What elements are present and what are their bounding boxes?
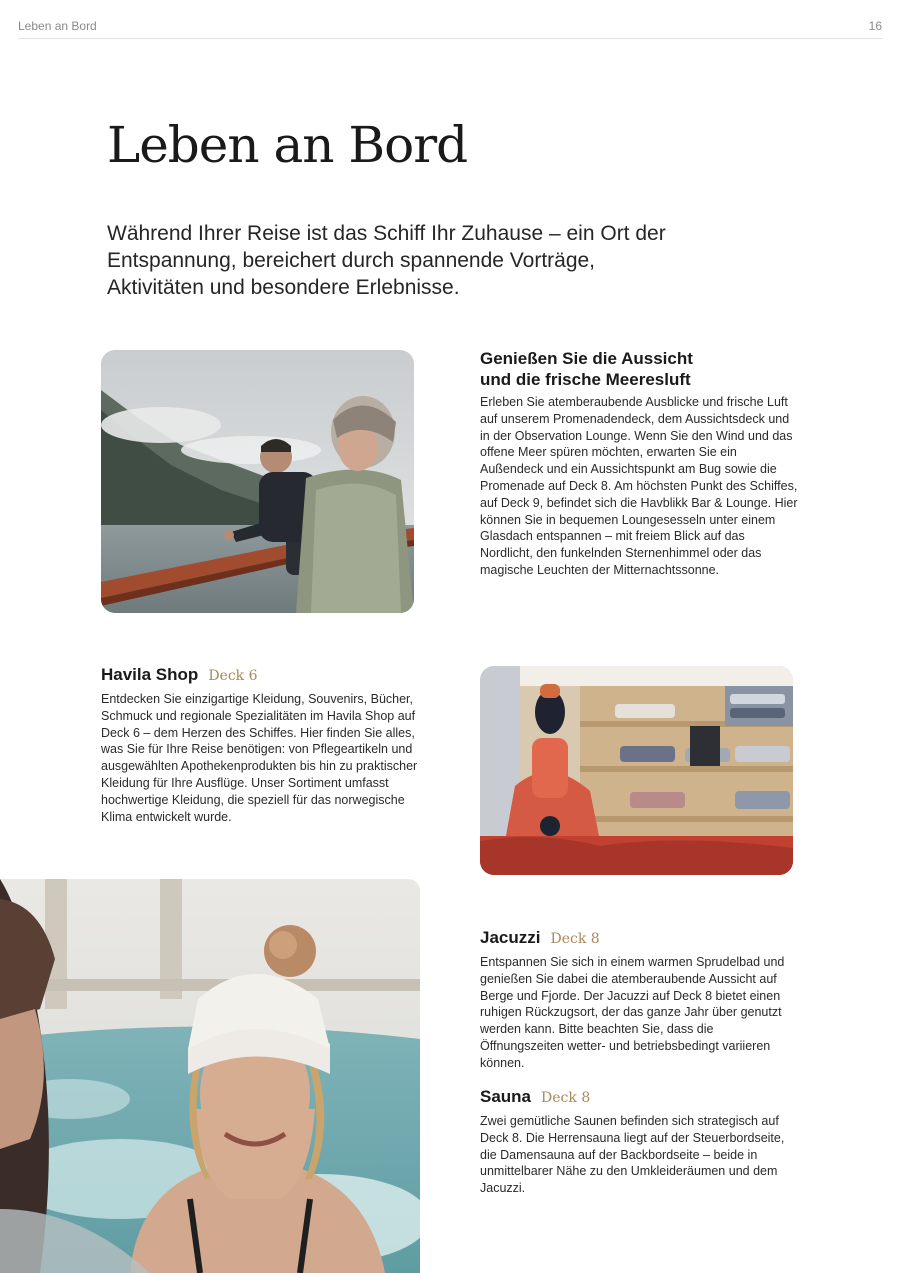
running-header <box>18 0 882 39</box>
aussicht-body: Erleben Sie atemberaubende Ausblicke und frische Luft auf unserem Promenadendeck, dem Aussichtsdeck und in der Observation Lounge. Wenn Sie den Wind und das offene Meer spüren möchten, erwarten Sie ein Außendeck und ein Aussichtspunkt am Bug sowie die Promenade auf Deck 8. Am höchsten Punkt des Schiffes, auf Deck 9, befindet sich die Havblikk Bar & Lounge. Hier können Sie in bequemen Loungesesseln unter einem Glasdach entspannen – mit freiem Blick auf das Nordlicht, den funkelnden Sternenhimmel oder das magische Leuchten der Mitternachtssonne. <box>480 395 798 577</box>
page-number: 16 <box>868 19 882 33</box>
sauna-title-text: Sauna <box>480 1087 532 1106</box>
shop-title-text: Havila Shop <box>101 665 199 684</box>
jacuzzi-title-text: Jacuzzi <box>480 928 541 947</box>
shop-body: Entdecken Sie einzigartige Kleidung, Souvenirs, Bücher, Schmuck und regionale Spezialitäten im Havila Shop auf Deck 6 – dem Herzen des Schiffes. Hier finden Sie alles, was Sie für Ihre Reise benötigen: von Pflegeartikeln und ausgewählten Apothekenprodukten bis hin zu praktischer Kleidung für Ihre Ausflüge. Unser Sortiment umfasst hochwertige Kleidung, die speziell für das norwegische Klima entwickelt wurde. <box>101 692 418 824</box>
sauna-body: Zwei gemütliche Saunen befinden sich strategisch auf Deck 8. Die Herrensauna liegt auf der Steuerbordseite, die Damensauna auf der Backbordseite – beide in unmittelbarer Nähe zu den Umkleideräumen und dem Jacuzzi. <box>480 1114 785 1196</box>
sauna-deck-label: Deck 8 <box>541 1090 591 1106</box>
intro-text: Während Ihrer Reise ist das Schiff Ihr Zuhause – ein Ort der Entspannung, bereichert durch spannende Vorträge, Aktivitäten und besondere Erlebnisse. <box>107 222 666 299</box>
jacuzzi-deck-label: Deck 8 <box>550 931 600 947</box>
shop-interior-photo <box>480 666 793 875</box>
header-section-name: Leben an Bord <box>18 19 97 33</box>
page-title: Leben an Bord <box>107 116 468 174</box>
section-aussicht <box>480 348 800 579</box>
jacuzzi-photo <box>0 879 420 1273</box>
jacuzzi-body: Entspannen Sie sich in einem warmen Sprudelbad und genießen Sie dabei die atemberaubende Aussicht auf Berge und Fjorde. Der Jacuzzi auf Deck 8 bietet einen ruhigen Rückzugsort, der das ganze Jahr über genutzt werden kann. Bitte beachten Sie, dass die Öffnungszeiten wetter- und betriebsbedingt variieren können. <box>480 955 785 1070</box>
shop-title <box>101 664 421 687</box>
jacuzzi-title <box>480 927 800 950</box>
aussicht-title-line1: Genießen Sie die Aussicht <box>480 349 693 368</box>
aussicht-title-line2: und die frische Meeresluft <box>480 370 691 389</box>
aussicht-title <box>480 348 800 390</box>
shop-deck-label: Deck 6 <box>208 668 258 684</box>
section-jacuzzi <box>480 927 800 1072</box>
section-sauna <box>480 1086 800 1197</box>
fjord-couple-photo <box>101 350 414 613</box>
sauna-title <box>480 1086 800 1109</box>
section-shop <box>101 664 421 825</box>
